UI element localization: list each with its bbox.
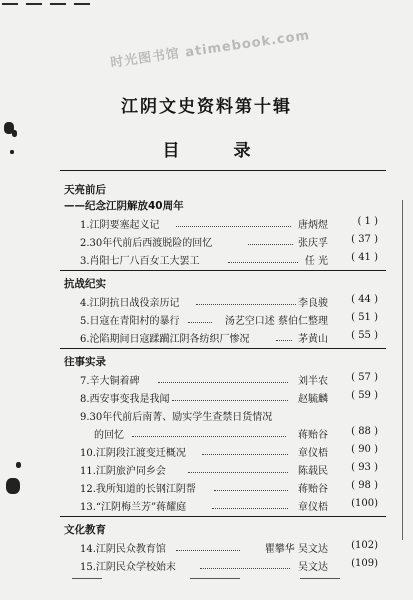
toc-entry[interactable] — [80, 312, 378, 326]
toc-entry-continuation[interactable] — [94, 426, 378, 440]
entry-author: 陈载民 — [298, 466, 328, 477]
toc-entry[interactable] — [80, 462, 378, 476]
toc-entry[interactable] — [80, 252, 378, 266]
toc-entry[interactable] — [80, 408, 378, 422]
section-title: 天亮前后 — [64, 184, 106, 196]
leader-dots — [176, 550, 240, 552]
entry-title: 9.30年代前后南菁、励实学生查禁日货情况 — [80, 412, 273, 423]
entry-author: 张庆孚 — [298, 238, 328, 249]
entry-title: 14.江阴民众教育馆 — [80, 544, 166, 555]
entry-author: 章仪梧 — [298, 448, 328, 459]
scan-mark — [74, 3, 90, 5]
entry-page: ( 1 ) — [357, 216, 378, 227]
entry-author: 瞿攀华 吴文达 — [264, 544, 328, 555]
entry-author: 任 光 — [304, 256, 328, 267]
entry-page: ( 44 ) — [351, 294, 378, 305]
leader-dots — [176, 226, 291, 228]
top-rule — [60, 170, 386, 171]
entry-page: ( 88 ) — [351, 426, 378, 437]
toc-entry[interactable] — [80, 480, 378, 494]
entry-title: 1.江阴要塞起义记 — [80, 220, 160, 231]
scan-mark — [72, 578, 102, 579]
entry-title: 的回忆 — [94, 430, 124, 441]
leader-dots — [172, 400, 288, 402]
book-title: 江阴文史资料第十辑 — [121, 97, 292, 117]
scan-mark — [50, 3, 66, 5]
entry-title: 11.江阴旅沪同乡会 — [80, 466, 166, 477]
entry-title: 6.沦陷期间日寇蹂躏江阴各纺织厂惨况 — [80, 334, 250, 345]
leader-dots — [188, 322, 212, 324]
entry-page: ( 93 ) — [351, 462, 378, 473]
scan-blot — [6, 478, 20, 494]
leader-dots — [188, 472, 288, 474]
leader-dots — [228, 262, 298, 264]
entry-title: 15.江阴民众学校始末 — [80, 562, 176, 573]
toc-entry[interactable] — [80, 216, 378, 230]
page-edge — [402, 200, 403, 540]
entry-author: 汤艺空口述 蔡伯仁整理 — [224, 316, 328, 327]
toc-entry[interactable] — [80, 372, 378, 386]
entry-author: 蒋贻谷 — [298, 430, 328, 441]
entry-page: ( 51 ) — [351, 312, 378, 323]
leader-dots — [214, 490, 288, 492]
section-rule — [60, 348, 386, 349]
entry-page: ( 37 ) — [351, 234, 378, 245]
entry-title: 4.江阴抗日战役亲历记 — [80, 298, 180, 309]
scan-mark — [190, 578, 240, 579]
leader-dots — [202, 454, 288, 456]
section-title: 抗战纪实 — [64, 278, 106, 290]
section-subheading: ——纪念江阴解放40周年 — [64, 200, 184, 212]
entry-page: (100) — [351, 498, 378, 509]
section-rule — [60, 516, 386, 517]
section-title: 往事实录 — [64, 356, 106, 368]
entry-author: 唐炳煜 — [298, 220, 328, 231]
leader-dots — [212, 508, 288, 510]
entry-author: 茅黄山 — [298, 334, 328, 345]
section-title: 文化教育 — [64, 524, 106, 536]
toc-entry[interactable] — [80, 444, 378, 458]
scan-mark — [26, 3, 42, 5]
entry-title: 7.辛大铜着碑 — [80, 376, 140, 387]
toc-entry[interactable] — [80, 558, 378, 572]
leader-dots — [196, 304, 296, 306]
entry-title: 12.我所知道的长钢江阴帮 — [80, 484, 196, 495]
section-rule — [60, 270, 386, 271]
entry-page: (102) — [351, 540, 378, 551]
entry-page: ( 57 ) — [351, 372, 378, 383]
entry-page: ( 41 ) — [351, 252, 378, 263]
toc-entry[interactable] — [80, 540, 378, 554]
toc-entry[interactable] — [80, 498, 378, 512]
entry-title: 8.西安事变我是我闻 — [80, 394, 170, 405]
entry-author: 刘半农 — [298, 376, 328, 387]
toc-entry[interactable] — [80, 390, 378, 404]
toc-heading: 目 录 — [162, 141, 275, 161]
scan-mark — [300, 578, 340, 579]
scan-blot — [16, 462, 21, 468]
entry-page: ( 90 ) — [351, 444, 378, 455]
entry-title: 10.江阴段江渡变迁概况 — [80, 448, 186, 459]
toc-entry[interactable] — [80, 330, 378, 344]
leader-dots — [132, 436, 286, 438]
entry-title: 3.肖阳七厂八百女工大罢工 — [80, 256, 200, 267]
entry-page: ( 98 ) — [351, 480, 378, 491]
watermark: 时光图书馆 atimebook.com — [109, 28, 311, 71]
scan-mark — [2, 3, 18, 5]
entry-page: ( 59 ) — [351, 390, 378, 401]
entry-title: 2.30年代前后西渡脱险的回忆 — [80, 238, 213, 249]
entry-author: 李良骏 — [298, 298, 328, 309]
entry-title: 5.日寇在青阳村的暴行 — [80, 316, 180, 327]
entry-author: 蒋贻谷 — [298, 484, 328, 495]
leader-dots — [248, 244, 293, 246]
entry-author: 吴文达 — [298, 562, 328, 573]
entry-title: 13.“江阴梅兰芳”蒋耀庭 — [80, 502, 187, 513]
entry-author: 赵毓麟 — [298, 394, 328, 405]
entry-page: ( 55 ) — [351, 330, 378, 341]
leader-dots — [158, 382, 288, 384]
entry-page: (109) — [351, 558, 378, 569]
leader-dots — [276, 340, 292, 342]
toc-entry[interactable] — [80, 234, 378, 248]
leader-dots — [200, 568, 290, 570]
entry-author: 章仪梧 — [298, 502, 328, 513]
toc-entry[interactable] — [80, 294, 378, 308]
